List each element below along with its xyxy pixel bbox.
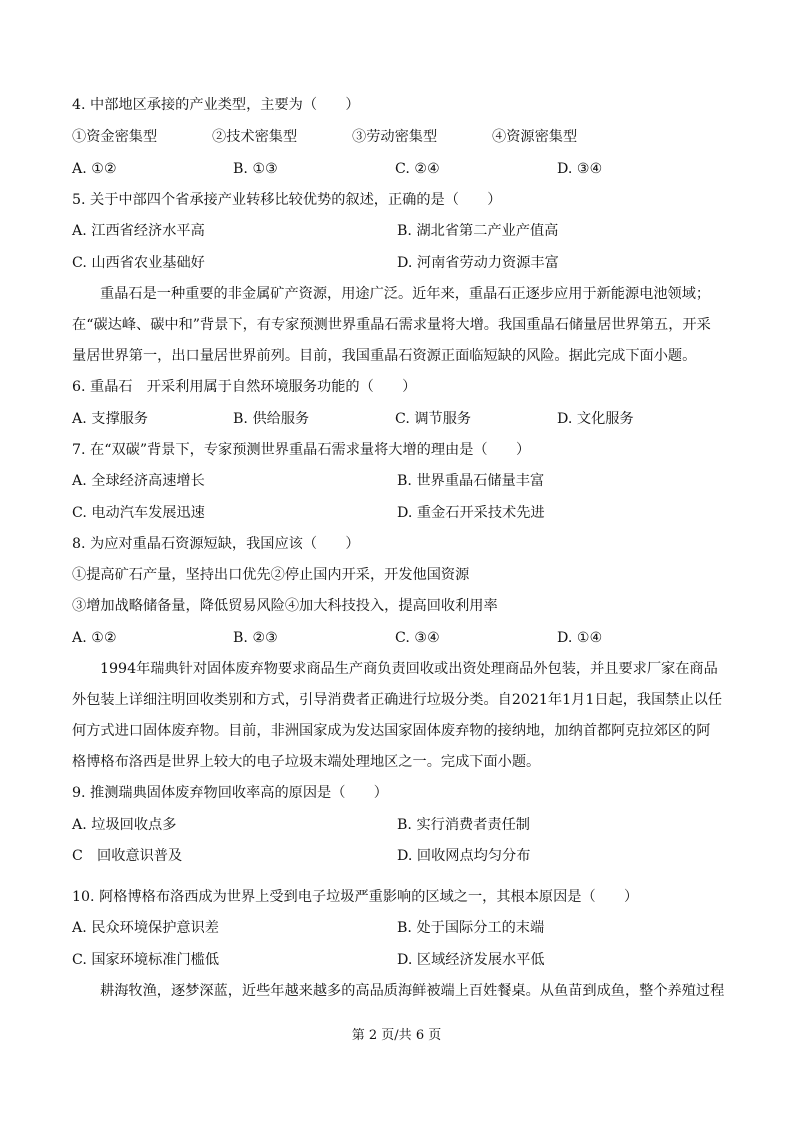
q10-option-d: D. 区域经济发展水平低 [397, 952, 545, 968]
q4-option-b: B. ①③ [233, 161, 278, 177]
q4-option-a: A. ①② [72, 161, 117, 177]
question-4-stem: 4. 中部地区承接的产业类型，主要为（ ） [72, 97, 360, 113]
q4-option-d: D. ③④ [557, 161, 603, 177]
q6-option-b: B. 供给服务 [233, 411, 310, 427]
q9-option-a: A. 垃圾回收点多 [72, 817, 177, 833]
q8-item-line-1: ①提高矿石产量，坚持出口优先②停止国内开采，开发他国资源 [72, 567, 470, 583]
q8-option-a: A. ①② [72, 630, 117, 646]
q6-option-c: C. 调节服务 [395, 411, 472, 427]
reading-passage-waste: 1994年瑞典针对固体废弃物要求商品生产商负责回收或出资处理商品外包装，并且要求厂家在商品外包装上详细注明回收类别和方式，引导消费者正确进行垃圾分类。自2021年1月1日起，我国禁止以任何方式进口固体废弃物。目前，非洲国家成为发达国家固体废弃物的接纳地，加纳首都阿克拉郊区的阿格博格布洛西是世界上较大的电子垃圾末端处理地区之一。完成下面小题。 [72, 661, 723, 770]
q8-option-c: C. ③④ [395, 630, 440, 646]
q4-option-c: C. ②④ [395, 161, 440, 177]
question-10-stem: 10. 阿格博格布洛西成为世界上受到电子垃圾严重影响的区域之一，其根本原因是（ ） [72, 889, 639, 905]
q8-option-b: B. ②③ [233, 630, 278, 646]
q5-option-c: C. 山西省农业基础好 [72, 255, 205, 271]
q8-item-line-2: ③增加战略储备量，降低贸易风险④加大科技投入，提高回收利用率 [72, 598, 498, 614]
q5-option-a: A. 江西省经济水平高 [72, 223, 205, 239]
q6-option-a: A. 支撑服务 [72, 411, 149, 427]
q10-option-b: B. 处于国际分工的末端 [397, 920, 545, 936]
q10-option-a: A. 民众环境保护意识差 [72, 920, 219, 936]
q5-option-b: B. 湖北省第二产业产值高 [397, 223, 559, 239]
q4-item-3: ③劳动密集型 [352, 129, 438, 145]
q7-option-a: A. 全球经济高速增长 [72, 473, 205, 489]
reading-passage-fishery: 耕海牧渔，逐梦深蓝，近些年越来越多的高品质海鲜被端上百姓餐桌。从鱼苗到成鱼，整个养殖过程 [100, 983, 725, 999]
q8-option-d: D. ①④ [557, 630, 603, 646]
question-5-stem: 5. 关于中部四个省承接产业转移比较优势的叙述，正确的是（ ） [72, 192, 502, 208]
q6-option-d: D. 文化服务 [557, 411, 634, 427]
q7-option-b: B. 世界重晶石储量丰富 [397, 473, 545, 489]
question-8-stem: 8. 为应对重晶石资源短缺，我国应该（ ） [72, 536, 360, 552]
q4-item-4: ④资源密集型 [492, 129, 578, 145]
q10-option-c: C. 国家环境标准门槛低 [72, 952, 220, 968]
question-9-stem: 9. 推测瑞典固体废弃物回收率高的原因是（ ） [72, 785, 388, 801]
q5-option-d: D. 河南省劳动力资源丰富 [397, 255, 559, 271]
q9-option-b: B. 实行消费者责任制 [397, 817, 530, 833]
q9-option-d: D. 回收网点均匀分布 [397, 848, 531, 864]
question-6-stem: 6. 重晶石 开采利用属于自然环境服务功能的（ ） [72, 379, 417, 395]
q9-option-c: C 回收意识普及 [72, 848, 183, 864]
q4-item-2: ②技术密集型 [212, 129, 298, 145]
q7-option-d: D. 重金石开采技术先进 [397, 505, 545, 521]
question-7-stem: 7. 在“双碳”背景下，专家预测世界重晶石需求量将大增的理由是（ ） [72, 442, 531, 458]
q7-option-c: C. 电动汽车发展迅速 [72, 505, 205, 521]
page-number-footer: 第 2 页/共 6 页 [351, 1028, 442, 1043]
reading-passage-barite: 重晶石是一种重要的非金属矿产资源，用途广泛。近年来，重晶石正逐步应用于新能源电池领域；在“碳达峰、碳中和”背景下，有专家预测世界重晶石需求量将大增。我国重晶石储量居世界第五，开采量居世界第一，出口量居世界前列。目前，我国重晶石资源正面临短缺的风险。据此完成下面小题。 [72, 286, 711, 364]
q4-item-1: ①资金密集型 [72, 129, 158, 145]
